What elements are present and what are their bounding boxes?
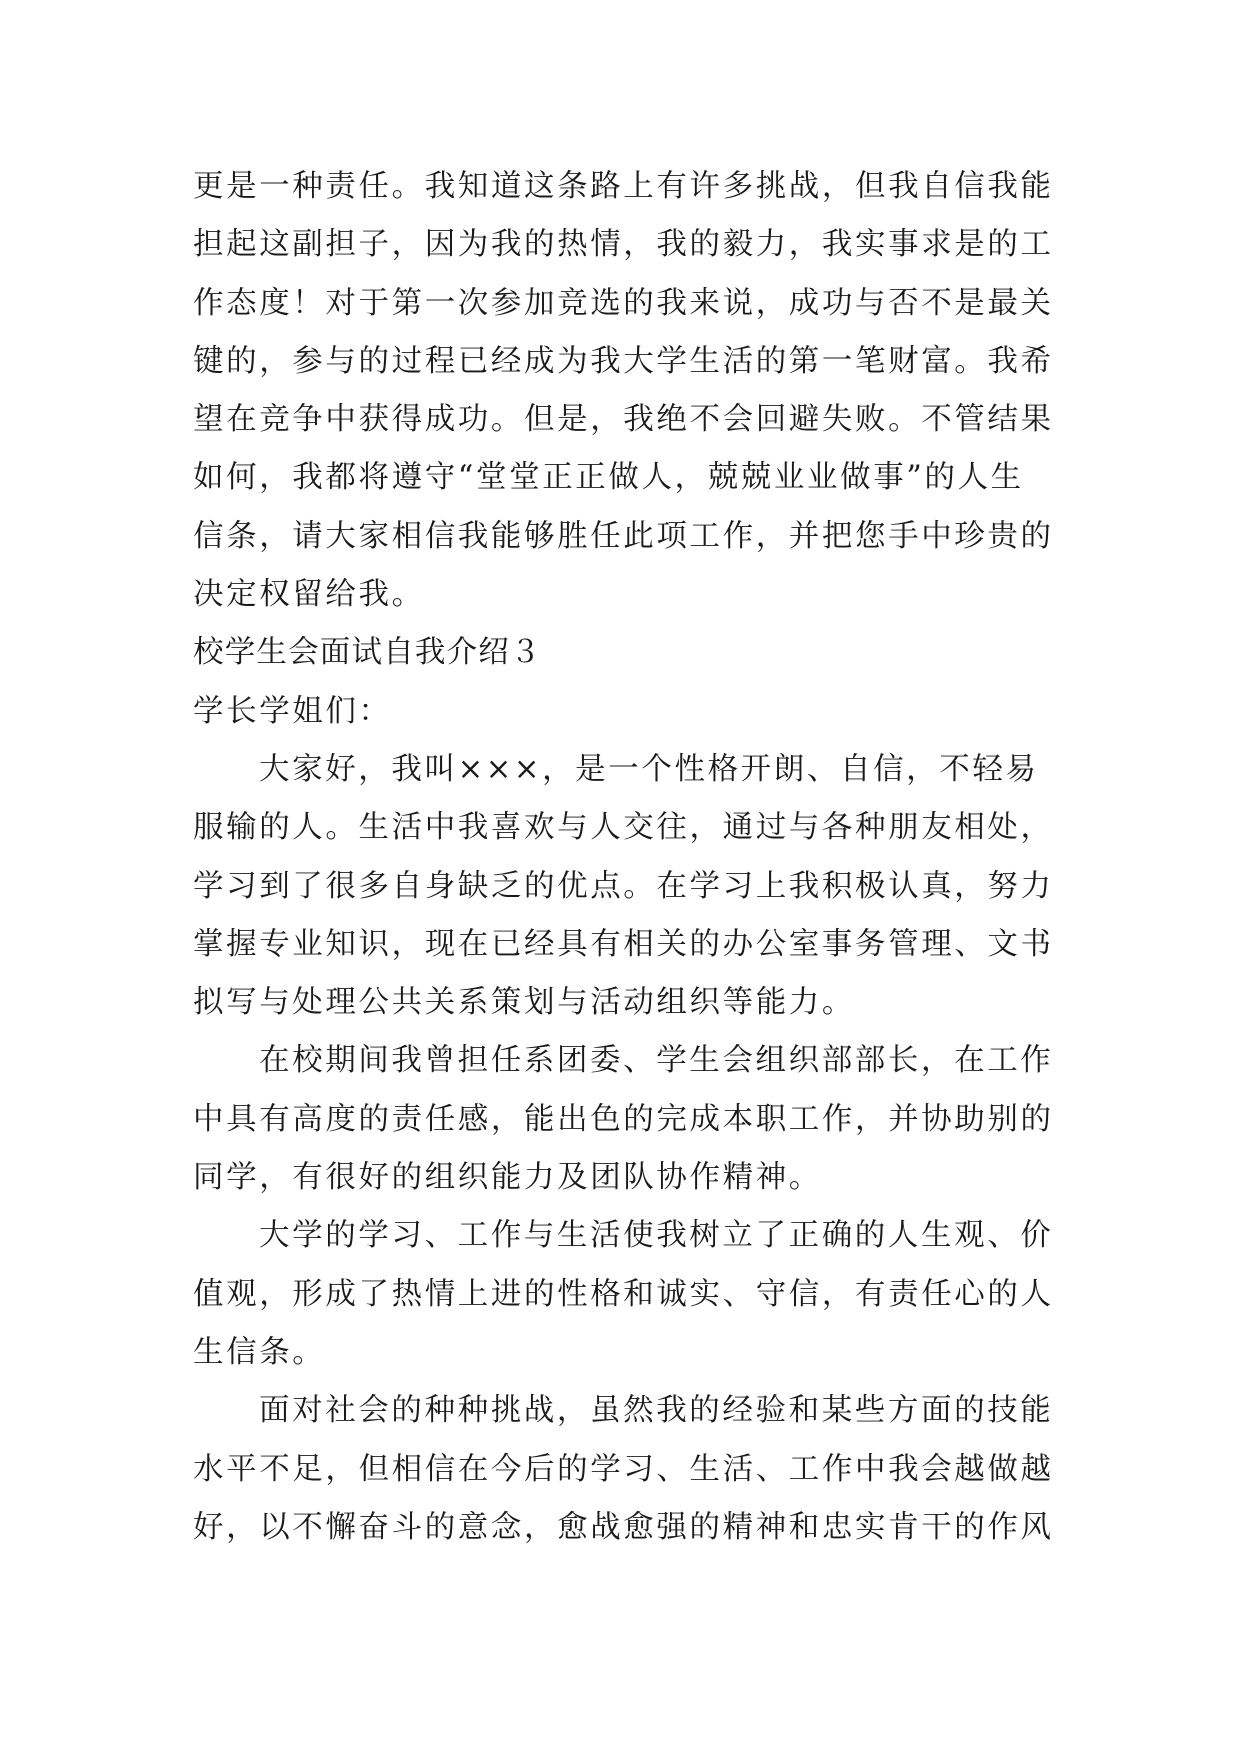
text-line: 水平不足，但相信在今后的学习、生活、工作中我会越做越 — [193, 1451, 1054, 1487]
text-line: 拟写与处理公共关系策划与活动组织等能力。 — [193, 985, 855, 1021]
paragraph-start-line: 面对社会的种种挑战，虽然我的经验和某些方面的技能 — [259, 1393, 1054, 1429]
paragraph-start-line: 大学的学习、工作与生活使我树立了正确的人生观、价 — [259, 1218, 1054, 1254]
text-line: 担起这副担子，因为我的热情，我的毅力，我实事求是的工 — [193, 227, 1054, 263]
text-line: 键的，参与的过程已经成为我大学生活的第一笔财富。我希 — [193, 343, 1054, 379]
paragraph-start-line: 在校期间我曾担任系团委、学生会组织部部长，在工作 — [259, 1043, 1054, 1079]
text-line: 中具有高度的责任感，能出色的完成本职工作，并协助别的 — [193, 1101, 1054, 1137]
paragraph-start-line: 大家好，我叫×××，是一个性格开朗、自信，不轻易 — [259, 751, 1039, 787]
text-line: 同学，有很好的组织能力及团队协作精神。 — [193, 1160, 822, 1196]
text-line: 学习到了很多自身缺乏的优点。在学习上我积极认真，努力 — [193, 868, 1054, 904]
text-line: 生信条。 — [193, 1334, 326, 1370]
text-line: 望在竞争中获得成功。但是，我绝不会回避失败。不管结果 — [193, 402, 1054, 438]
text-line: 掌握专业知识，现在已经具有相关的办公室事务管理、文书 — [193, 926, 1054, 962]
document-body — [193, 158, 1053, 1557]
text-line: 更是一种责任。我知道这条路上有许多挑战，但我自信我能 — [193, 169, 1054, 204]
text-line: 好，以不懈奋斗的意念，愈战愈强的精神和忠实肯干的作风 — [193, 1509, 1054, 1545]
section-heading: 校学生会面试自我介绍３ — [193, 635, 542, 671]
text-line: 如何，我都将遵守“堂堂正正做人，兢兢业业做事”的人生 — [193, 460, 1024, 496]
text-line: 值观，形成了热情上进的性格和诚实、守信，有责任心的人 — [193, 1276, 1054, 1312]
text-line: 决定权留给我。 — [193, 577, 425, 613]
text-line: 信条，请大家相信我能够胜任此项工作，并把您手中珍贵的 — [193, 518, 1054, 554]
text-line: 服输的人。生活中我喜欢与人交往，通过与各种朋友相处， — [193, 810, 1054, 846]
salutation: 学长学姐们： — [193, 693, 392, 729]
text-line: 作态度！对于第一次参加竞选的我来说，成功与否不是最关 — [193, 285, 1054, 321]
